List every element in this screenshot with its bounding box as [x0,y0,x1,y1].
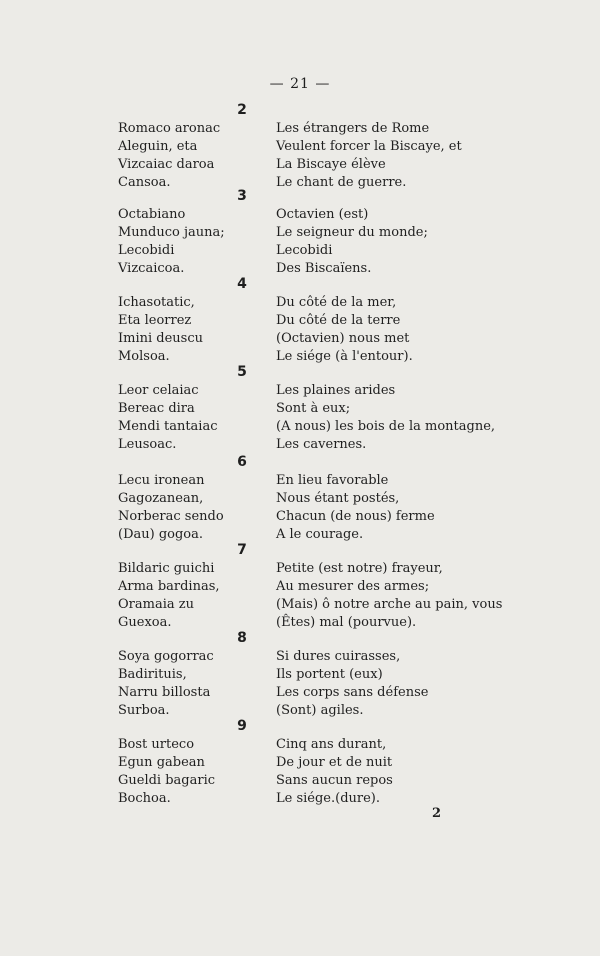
basque-column [118,206,268,278]
french-line: La Biscaye élève [276,157,386,172]
french-line: Petite (est notre) frayeur, [276,561,443,576]
french-line: Le siége.(dure). [276,791,381,806]
basque-line: Leusoac. [118,437,177,452]
french-line: Les corps sans défense [276,685,429,700]
stanza-number: 9 [237,718,247,734]
basque-line: Badirituis, [118,667,187,682]
stanza-number: 8 [237,630,247,646]
basque-line: Bildaric guichi [118,561,215,576]
french-line: (Êtes) mal (pourvue). [276,615,417,630]
basque-line: Egun gabean [118,755,205,770]
basque-line: Mendi tantaiac [118,419,218,434]
french-line: Du côté de la terre [276,313,401,328]
basque-line: Lecu ironean [118,473,205,488]
french-line: Lecobidi [276,243,333,258]
french-line: Le seigneur du monde; [276,225,428,240]
basque-line: Oramaia zu [118,597,194,612]
french-line: Chacun (de nous) ferme [276,509,435,524]
french-column [276,382,576,454]
basque-line: Leor celaiac [118,383,199,398]
basque-line: Vizcaicoa. [118,261,185,276]
stanza-number: 5 [237,364,247,380]
basque-line: Norberac sendo [118,509,224,524]
french-line: A le courage. [276,527,364,542]
french-line: (A nous) les bois de la montagne, [276,419,496,434]
basque-line: Surboa. [118,703,170,718]
french-line: Des Biscaïens. [276,261,372,276]
basque-line: Ichasotatic, [118,295,195,310]
french-line: En lieu favorable [276,473,389,488]
basque-column [118,472,268,544]
basque-line: Soya gogorrac [118,649,214,664]
basque-line: Cansoa. [118,175,171,190]
stanza-number: 7 [237,542,247,558]
french-line: Le siége (à l'entour). [276,349,413,364]
french-line: (Sont) agiles. [276,703,364,718]
french-line: Cinq ans durant, [276,737,387,752]
basque-line: Romaco aronac [118,121,221,136]
french-column [276,472,576,544]
basque-line: Gueldi bagaric [118,773,216,788]
basque-line: Imini deuscu [118,331,203,346]
french-line: Si dures cuirasses, [276,649,401,664]
basque-line: Eta leorrez [118,313,192,328]
basque-line: Narru billosta [118,685,211,700]
basque-column [118,560,268,632]
basque-line: Bereac dira [118,401,195,416]
signature-mark: 2 [432,806,442,821]
stanza-number: 6 [237,454,247,470]
french-line: Les plaines arides [276,383,396,398]
basque-column [118,382,268,454]
french-line: (Mais) ô notre arche au pain, vous [276,597,503,612]
basque-line: Guexoa. [118,615,172,630]
basque-line: Lecobidi [118,243,175,258]
french-column [276,120,576,192]
french-line: Au mesurer des armes; [276,579,430,594]
basque-line: Arma bardinas, [118,579,220,594]
french-line: (Octavien) nous met [276,331,410,346]
french-line: Ils portent (eux) [276,667,383,682]
basque-column [118,120,268,192]
basque-column [118,294,268,366]
basque-column [118,648,268,720]
french-line: De jour et de nuit [276,755,393,770]
french-column [276,560,576,632]
french-line: Octavien (est) [276,207,369,222]
french-column [276,294,576,366]
basque-line: Bost urteco [118,737,195,752]
basque-line: Aleguin, eta [118,139,198,154]
basque-line: Munduco jauna; [118,225,225,240]
french-column [276,648,576,720]
basque-line: (Dau) gogoa. [118,527,204,542]
french-line: Sont à eux; [276,401,351,416]
stanza-number: 2 [237,102,247,118]
basque-line: Octabiano [118,207,186,222]
french-line: Le chant de guerre. [276,175,407,190]
french-line: Les étrangers de Rome [276,121,430,136]
french-column [276,736,576,808]
french-line: Veulent forcer la Biscaye, et [276,139,462,154]
basque-line: Gagozanean, [118,491,204,506]
french-line: Du côté de la mer, [276,295,397,310]
french-line: Nous étant postés, [276,491,400,506]
basque-line: Bochoa. [118,791,171,806]
french-column [276,206,576,278]
page-number: — 21 — [269,76,331,92]
stanza-number: 4 [237,276,247,292]
stanza-number: 3 [237,188,247,204]
french-line: Les cavernes. [276,437,367,452]
basque-column [118,736,268,808]
basque-line: Molsoa. [118,349,170,364]
basque-line: Vizcaiac daroa [118,157,215,172]
french-line: Sans aucun repos [276,773,393,788]
